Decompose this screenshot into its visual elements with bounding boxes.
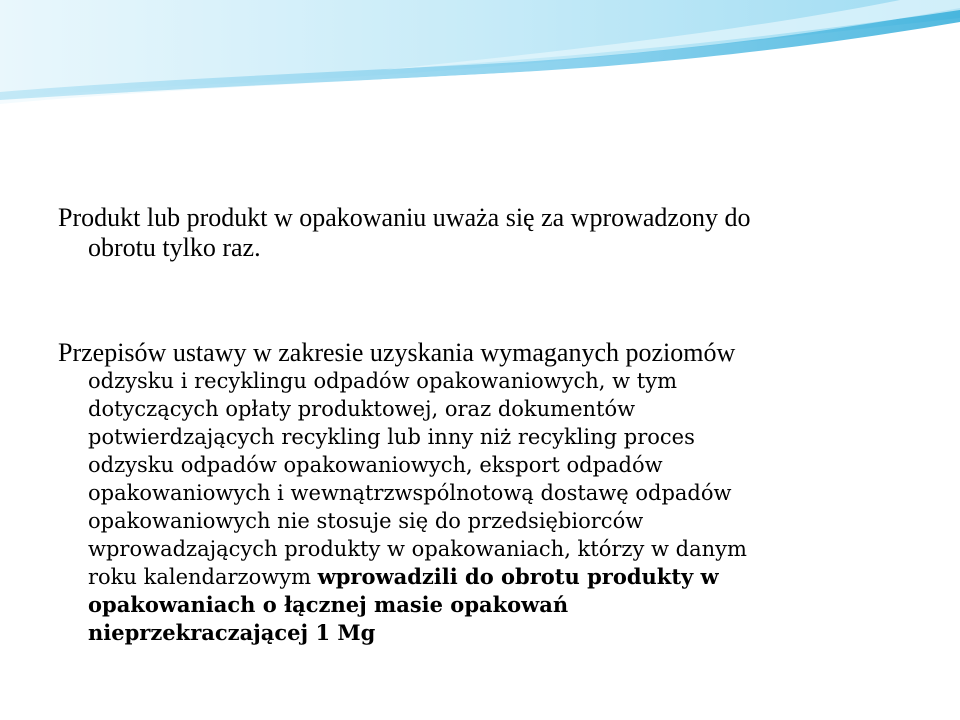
exemption-line-5: odzysku odpadów opakowaniowych, eksport odpadów	[88, 453, 663, 477]
header-wave-decoration	[0, 0, 960, 120]
exemption-paragraph	[58, 339, 938, 647]
intro-line-1: Produkt lub produkt w opakowaniu uważa się za wprowadzony do	[58, 203, 751, 232]
exemption-line-9-normal: roku kalendarzowym	[88, 565, 318, 589]
exemption-line-9	[58, 563, 938, 591]
intro-line-2: obrotu tylko raz.	[88, 233, 261, 262]
exemption-line-4: potwierdzających recykling lub inny niż recykling proces	[88, 425, 695, 449]
exemption-line-8: wprowadzających produkty w opakowaniach, którzy w danym	[88, 537, 747, 561]
exemption-line-10: opakowaniach o łącznej masie opakowań	[88, 592, 569, 617]
exemption-line-9-bold: wprowadzili do obrotu produkty w	[317, 564, 719, 589]
exemption-line-11: nieprzekraczającej 1 Mg	[88, 620, 376, 645]
exemption-line-6: opakowaniowych i wewnątrzwspólnotową dostawę odpadów	[88, 481, 732, 505]
exemption-line-7: opakowaniowych nie stosuje się do przedsiębiorców	[88, 509, 644, 533]
exemption-line-1: Przepisów ustawy w zakresie uzyskania wymaganych poziomów	[58, 338, 736, 367]
exemption-line-2: odzysku i recyklingu odpadów opakowaniowych, w tym	[88, 369, 678, 393]
exemption-line-3: dotyczących opłaty produktowej, oraz dokumentów	[88, 397, 636, 421]
intro-paragraph	[58, 203, 918, 263]
